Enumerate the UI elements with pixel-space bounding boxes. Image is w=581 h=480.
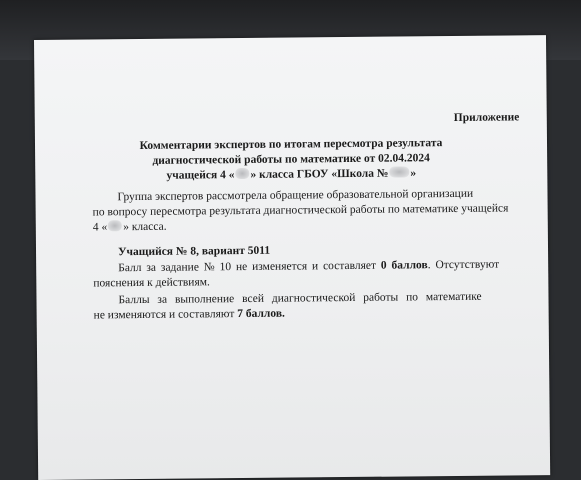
paragraph-2-line-1	[118, 258, 499, 276]
title-line-3-post: »	[410, 167, 417, 180]
paragraph-1-line-1: Группа экспертов рассмотрела обращение образовательной организации	[117, 187, 474, 204]
title-line-3-pre: учащейся 4 «	[166, 169, 235, 182]
paragraph-3-line-2-pre: не изменяются и составляют	[93, 308, 235, 322]
paragraph-1-line-2: по вопросу пересмотра результата диагностической работы по математике учащейся	[92, 202, 509, 219]
student-heading: Учащийся № 8, вариант 5011	[117, 244, 271, 259]
paragraph-2-line-2: пояснения к действиям.	[93, 276, 210, 290]
redaction-blur	[108, 220, 122, 231]
paragraph-1-line-3-pre: 4 «	[92, 221, 108, 234]
title-line-1: Комментарии экспертов по итогам пересмотра результата	[139, 137, 443, 152]
title-line-2: диагностической работы по математике от 02.04.2024	[152, 152, 430, 167]
paragraph-3-line-1: Баллы за выполнение всей диагностической работы по математике	[118, 290, 482, 307]
redaction-blur	[389, 166, 409, 177]
paragraph-2-line-1-post: . Отсутствуют	[427, 258, 500, 272]
total-score: 7 баллов.	[237, 307, 285, 321]
paragraph-2-line-1-pre: Балл за задание № 10 не изменяется и составляет	[118, 259, 377, 275]
score-task-10: 0 баллов	[380, 259, 428, 272]
document-page	[34, 35, 550, 480]
paragraph-1-line-3-post: » класса.	[123, 220, 167, 234]
redaction-blur	[235, 168, 249, 179]
paragraph-3-line-2	[94, 307, 285, 323]
appendix-label: Приложение	[453, 111, 520, 124]
paragraph-1-line-3	[93, 220, 167, 235]
title-line-3-mid: » класса ГБОУ «Школа №	[250, 167, 389, 181]
